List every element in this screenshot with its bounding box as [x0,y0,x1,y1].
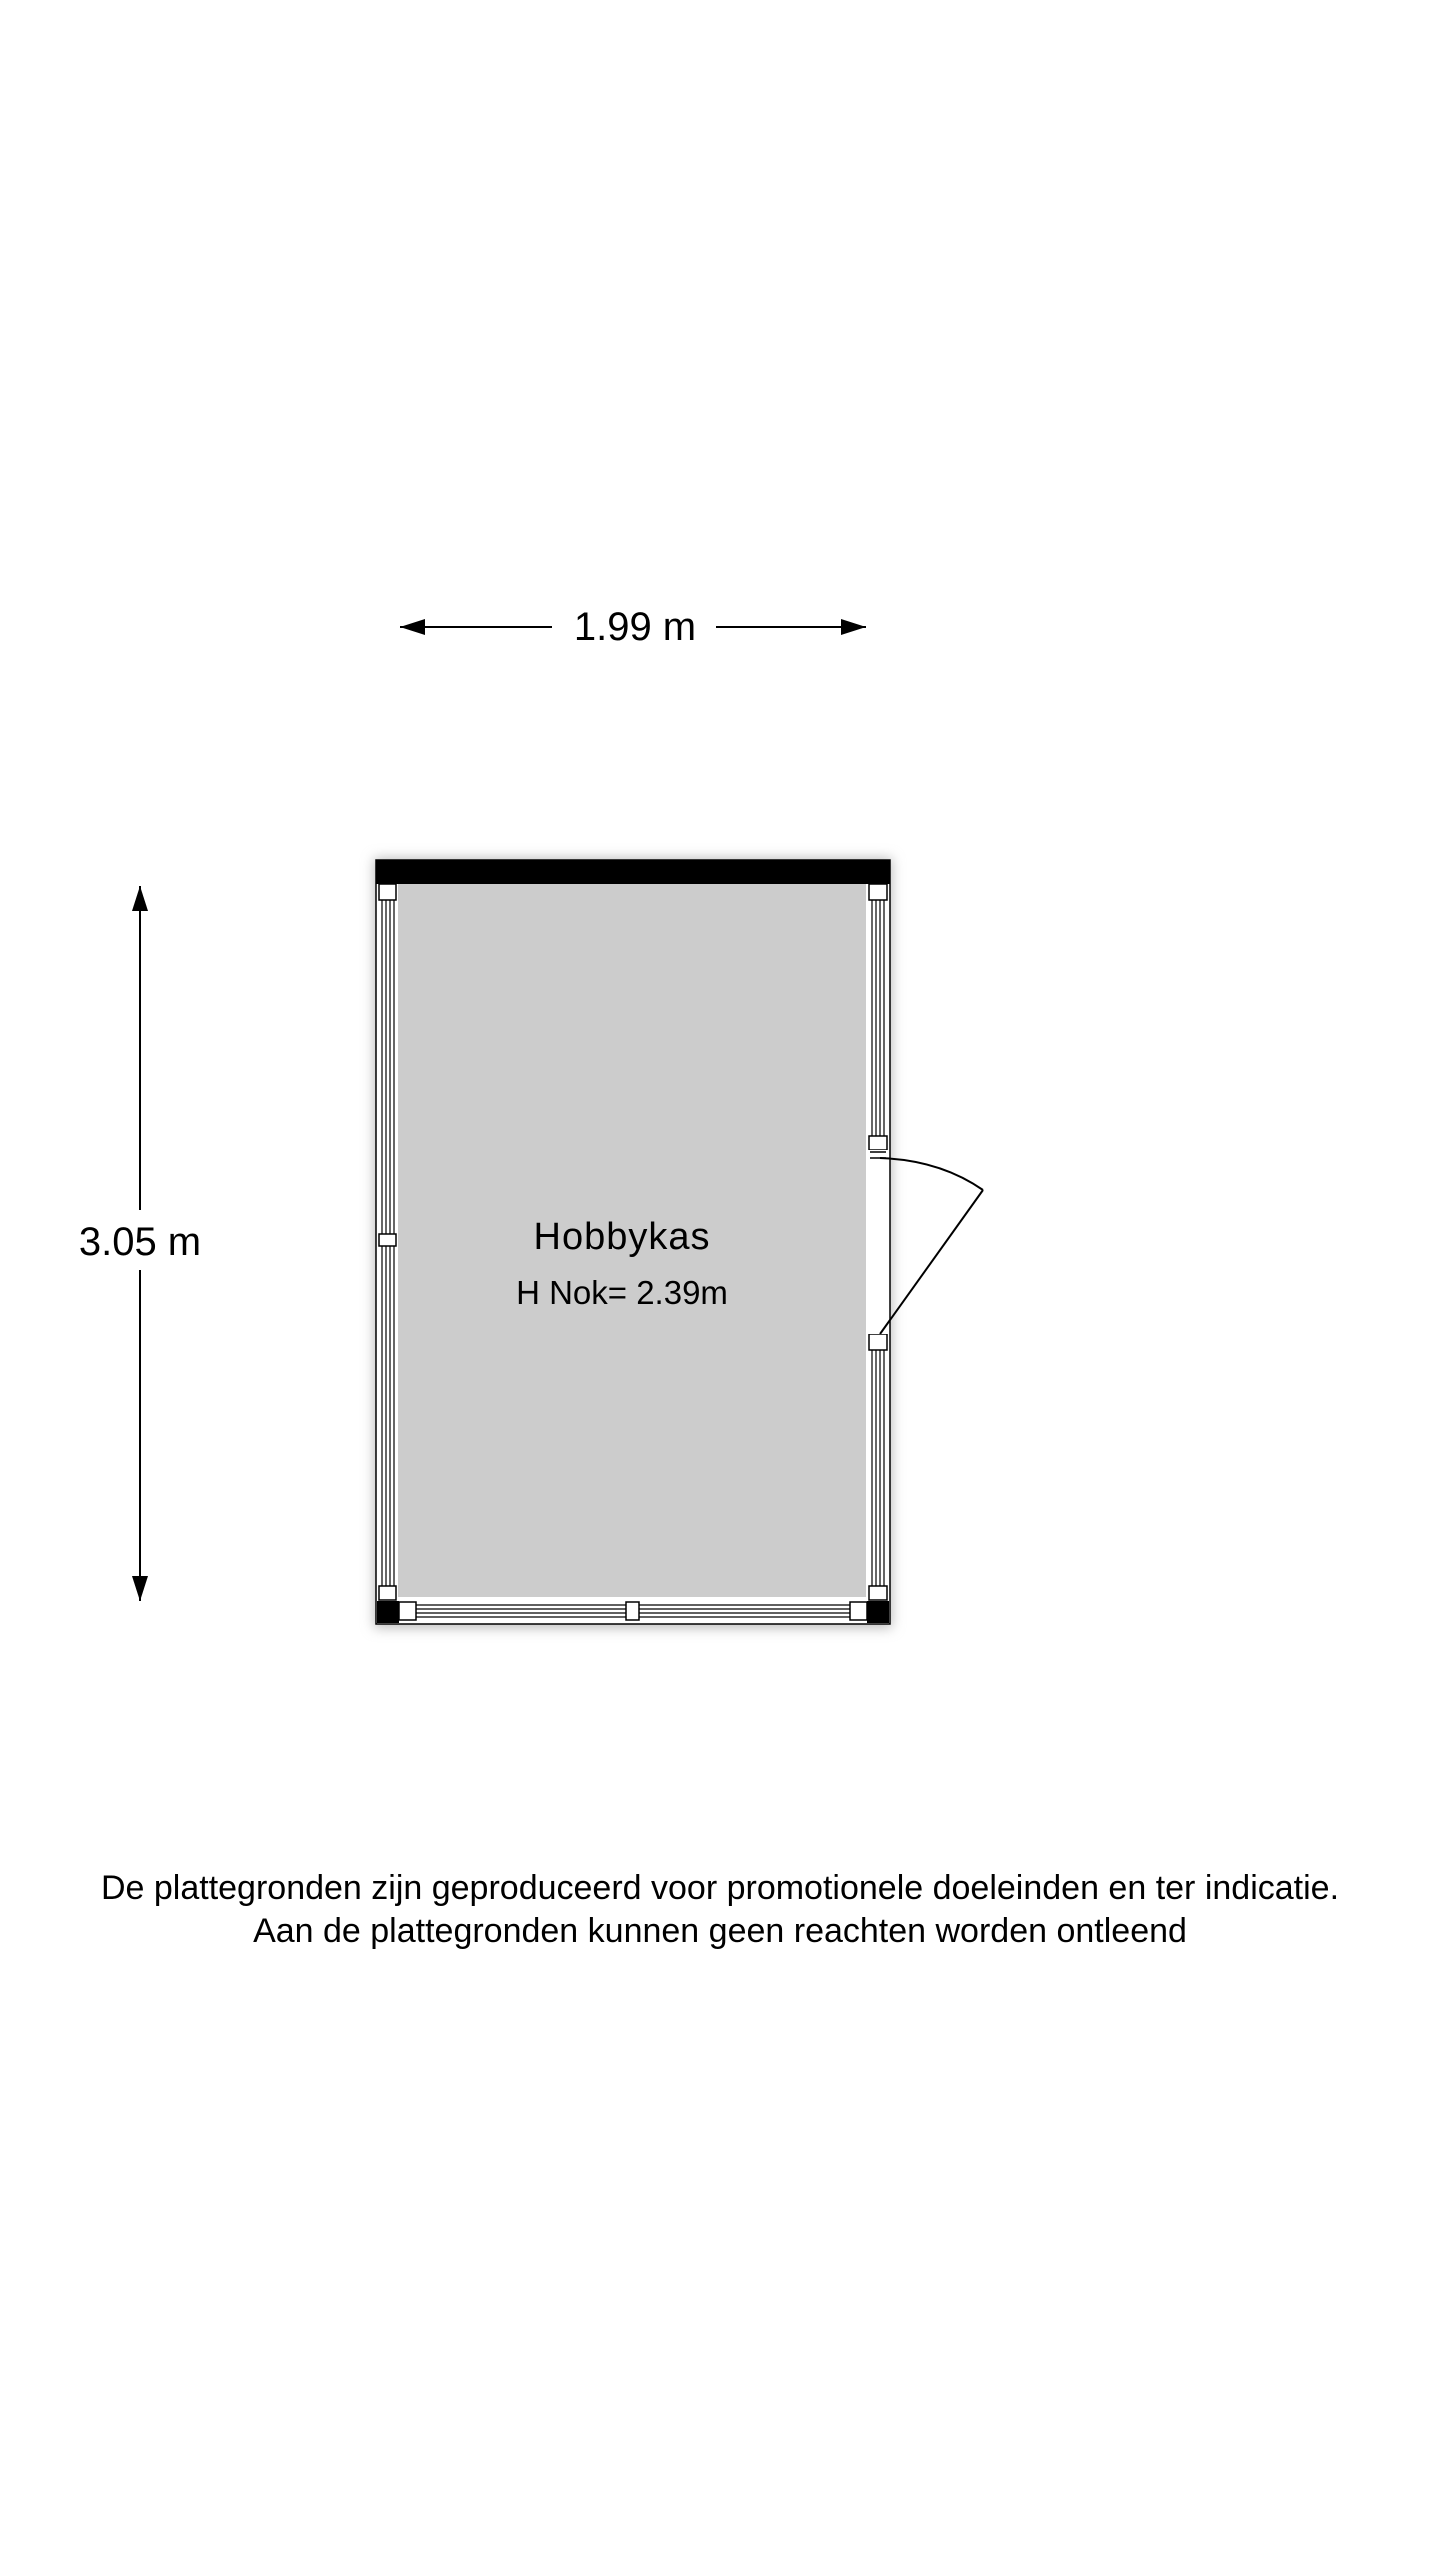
corner-block-bottom-left [377,1601,399,1623]
door-swing [880,1158,983,1334]
left-post-bottom [379,1586,396,1600]
arrow-up-icon [132,886,148,911]
disclaimer-line-1: De plattegronden zijn geproduceerd voor promotionele doeleinden en ter indicatie. [100,1869,1340,1907]
bottom-post-left [399,1602,416,1620]
right-post-top [869,884,887,900]
left-post-top [379,884,396,900]
depth-dimension-label: 3.05 m [78,1220,202,1264]
corner-block-bottom-right [867,1601,889,1623]
right-post-bottom [869,1586,887,1600]
width-dimension-label: 1.99 m [573,605,697,649]
disclaimer-line-2: Aan de plattegronden kunnen geen reachten worden ontleend [253,1912,1187,1950]
room-ridge-height-label: H Nok= 2.39m [516,1274,728,1311]
room-name-label: Hobbykas [533,1216,711,1258]
arrow-down-icon [132,1576,148,1601]
arrow-left-icon [400,619,425,635]
left-post-middle [379,1234,396,1246]
right-post-door-top [869,1136,887,1150]
right-post-door-bottom [869,1334,887,1350]
bottom-post-right [850,1602,867,1620]
arrow-right-icon [841,619,866,635]
top-solid-wall [376,860,890,884]
door-opening [868,1150,888,1334]
bottom-post-middle [626,1602,639,1620]
